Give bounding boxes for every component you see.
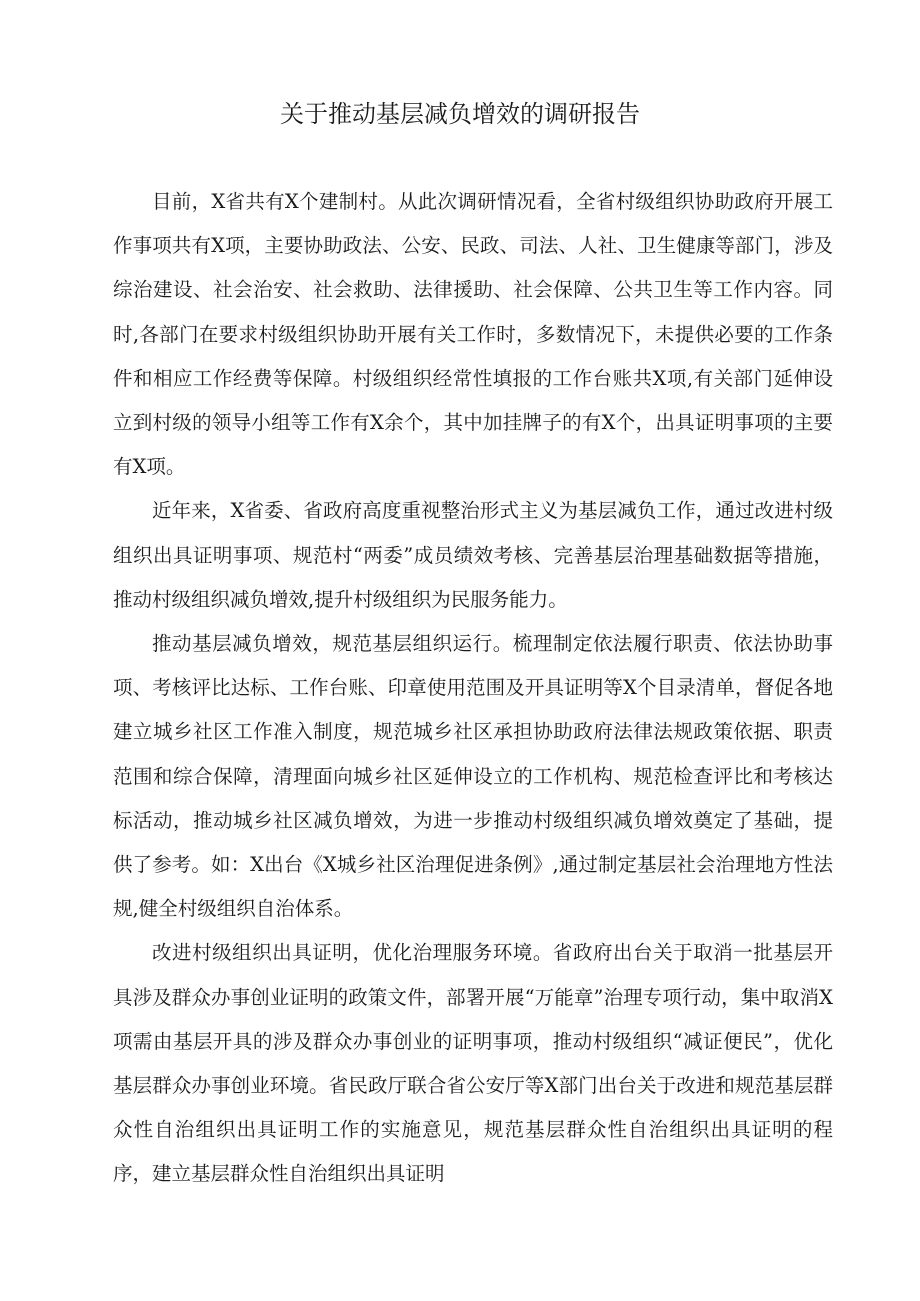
paragraph: 目前，X省共有X个建制村。从此次调研情况看，全省村级组织协助政府开展工作事项共有X项，主要协助政法、公安、民政、司法、人社、卫生健康等部门，涉及综治建设、社会治安、社会救助、法律援助、社会保障、公共卫生等工作内容。同时,各部门在要求村级组织协助开展有关工作时，多数情况下，未提供必要的工作条件和相应工作经费等保障。村级组织经常性填报的工作台账共X项,有关部门延伸设立到村级的领导小组等工作有X余个，其中加挂牌子的有X个，出具证明事项的主要有X项。 [113, 190, 833, 479]
paragraph: 改进村级组织出具证明，优化治理服务环境。省政府出台关于取消一批基层开具涉及群众办事创业证明的政策文件，部署开展“万能章”治理专项行动，集中取消X项需由基层开具的涉及群众办事创业的证明事项，推动村级组织“减证便民”，优化基层群众办事创业环境。省民政厅联合省公安厅等X部门出台关于改进和规范基层群众性自治组织出具证明工作的实施意见，规范基层群众性自治组织出具证明的程序，建立基层群众性自治组织出具证明 [113, 941, 833, 1186]
paragraph: 近年来，X省委、省政府高度重视整治形式主义为基层减负工作，通过改进村级组织出具证明事项、规范村“两委”成员绩效考核、完善基层治理基础数据等措施，推动村级组织减负增效,提升村级组织为民服务能力。 [113, 499, 833, 611]
document-body [113, 180, 833, 1197]
paragraph: 推动基层减负增效，规范基层组织运行。梳理制定依法履行职责、依法协助事项、考核评比达标、工作台账、印章使用范围及开具证明等X个目录清单，督促各地建立城乡社区工作准入制度，规范城乡社区承担协助政府法律法规政策依据、职责范围和综合保障，清理面向城乡社区延伸设立的工作机构、规范检查评比和考核达标活动，推动城乡社区减负增效，为进一步推动村级组织减负增效奠定了基础，提供了参考。如：X出台《X城乡社区治理促进条例》,通过制定基层社会治理地方性法规,健全村级组织自治体系。 [113, 632, 833, 921]
document-title: 关于推动基层减负增效的调研报告 [280, 100, 640, 128]
